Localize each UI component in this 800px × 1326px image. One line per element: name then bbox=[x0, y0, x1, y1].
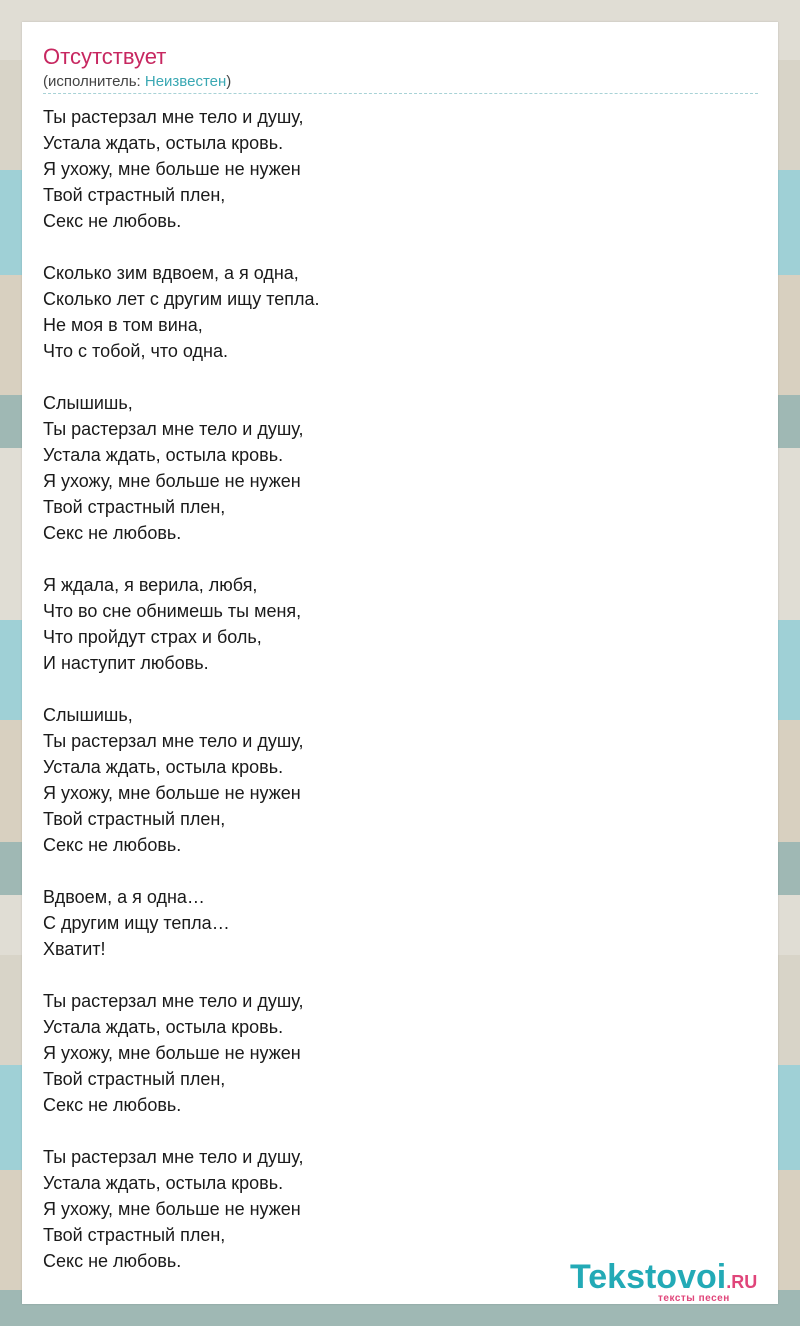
lyric-line: Слышишь, bbox=[43, 393, 133, 413]
lyric-line: Я ухожу, мне больше не нужен bbox=[43, 1043, 301, 1063]
lyric-line: Я ждала, я верила, любя, bbox=[43, 575, 258, 595]
lyric-line: Ты растерзал мне тело и душу, bbox=[43, 419, 304, 439]
lyrics-card bbox=[22, 22, 778, 1304]
lyric-line: Я ухожу, мне больше не нужен bbox=[43, 471, 301, 491]
lyric-line: Ты растерзал мне тело и душу, bbox=[43, 991, 304, 1011]
lyric-line: Вдвоем, а я одна… bbox=[43, 887, 205, 907]
lyric-line: Секс не любовь. bbox=[43, 211, 182, 231]
lyric-line: Устала ждать, остыла кровь. bbox=[43, 1173, 284, 1193]
lyric-line: Что пройдут страх и боль, bbox=[43, 627, 262, 647]
stanza-break bbox=[43, 858, 320, 884]
stanza-break bbox=[43, 234, 320, 260]
title-divider bbox=[43, 93, 758, 94]
logo-tagline: тексты песен bbox=[658, 1293, 730, 1304]
lyric-line: Секс не любовь. bbox=[43, 1251, 182, 1271]
song-title: Отсутствует bbox=[43, 44, 167, 69]
lyric-line: Устала ждать, остыла кровь. bbox=[43, 757, 284, 777]
lyrics-text bbox=[43, 104, 320, 1274]
lyric-line: Что во сне обнимешь ты меня, bbox=[43, 601, 302, 621]
performer-suffix: ) bbox=[226, 73, 232, 90]
performer-link[interactable]: Неизвестен bbox=[144, 73, 227, 90]
lyric-line: Твой страстный плен, bbox=[43, 497, 226, 517]
performer-prefix: (исполнитель: bbox=[43, 73, 145, 90]
lyric-line: И наступит любовь. bbox=[43, 653, 209, 673]
lyric-line: Секс не любовь. bbox=[43, 523, 182, 543]
lyric-line: Слышишь, bbox=[43, 705, 133, 725]
lyric-line: Я ухожу, мне больше не нужен bbox=[43, 783, 301, 803]
lyric-line: Ты растерзал мне тело и душу, bbox=[43, 107, 304, 127]
stanza-break bbox=[43, 546, 320, 572]
lyric-line: Секс не любовь. bbox=[43, 835, 182, 855]
lyric-line: Секс не любовь. bbox=[43, 1095, 182, 1115]
lyric-line: Твой страстный плен, bbox=[43, 1225, 226, 1245]
stanza-break bbox=[43, 676, 320, 702]
stanza-break bbox=[43, 364, 320, 390]
lyric-line: Ты растерзал мне тело и душу, bbox=[43, 731, 304, 751]
logo-tld: .RU bbox=[726, 1272, 758, 1292]
lyric-line: Твой страстный плен, bbox=[43, 809, 226, 829]
lyric-line: Устала ждать, остыла кровь. bbox=[43, 133, 284, 153]
logo-main: Tekstovoi bbox=[570, 1258, 727, 1296]
lyric-line: Я ухожу, мне больше не нужен bbox=[43, 1199, 301, 1219]
lyric-line: Хватит! bbox=[43, 939, 106, 959]
lyric-line: Я ухожу, мне больше не нужен bbox=[43, 159, 301, 179]
lyric-line: С другим ищу тепла… bbox=[43, 913, 230, 933]
lyric-line: Сколько лет с другим ищу тепла. bbox=[43, 289, 320, 309]
lyric-line: Твой страстный плен, bbox=[43, 185, 226, 205]
lyric-line: Не моя в том вина, bbox=[43, 315, 203, 335]
performer-info bbox=[43, 73, 231, 91]
lyric-line: Что с тобой, что одна. bbox=[43, 341, 228, 361]
lyric-line: Устала ждать, остыла кровь. bbox=[43, 1017, 284, 1037]
lyric-line: Твой страстный плен, bbox=[43, 1069, 226, 1089]
lyric-line: Ты растерзал мне тело и душу, bbox=[43, 1147, 304, 1167]
stanza-break bbox=[43, 962, 320, 988]
stanza-break bbox=[43, 1118, 320, 1144]
lyric-line: Сколько зим вдвоем, а я одна, bbox=[43, 263, 299, 283]
lyric-line: Устала ждать, остыла кровь. bbox=[43, 445, 284, 465]
